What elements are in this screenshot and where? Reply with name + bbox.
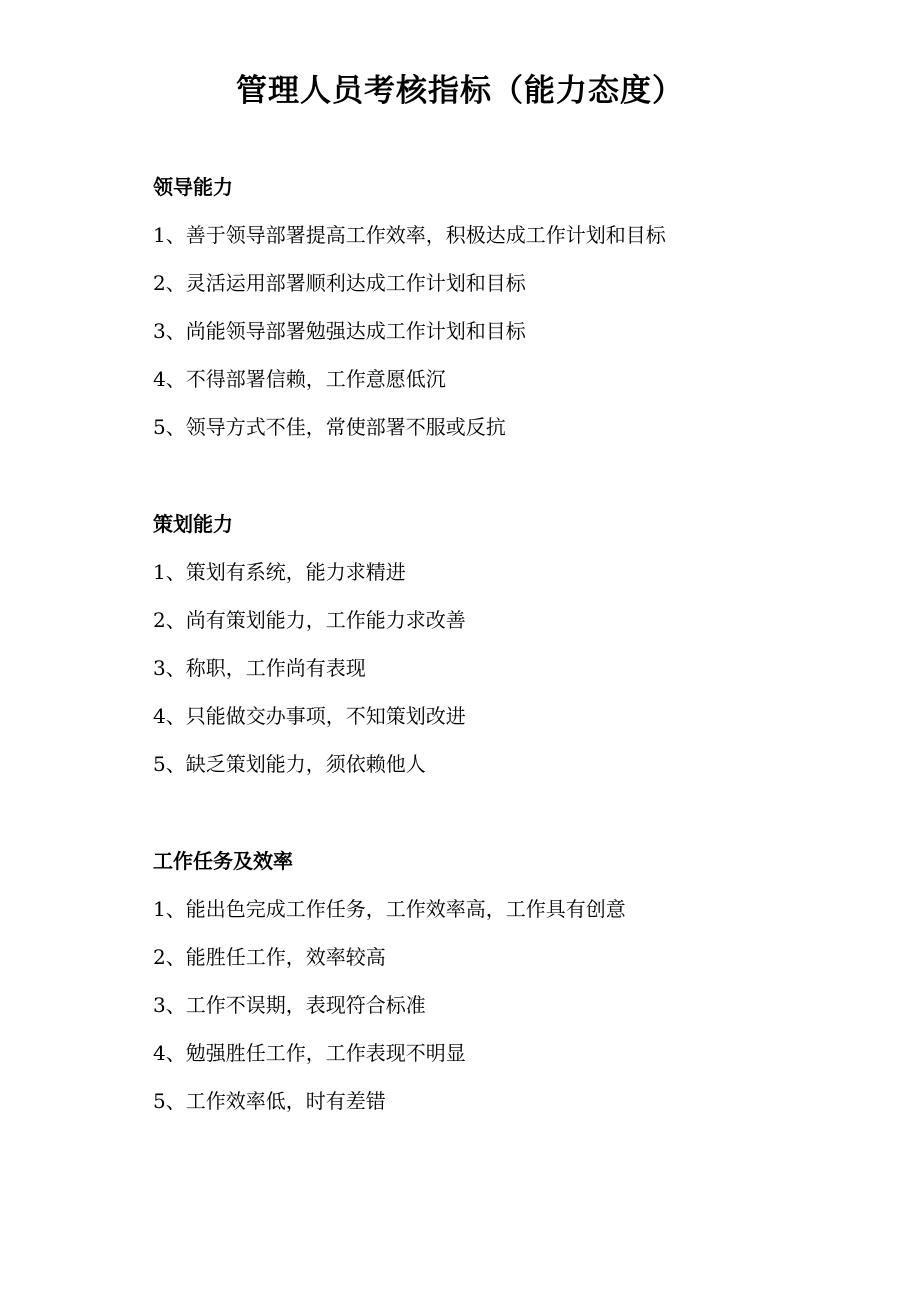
document-title: 管理人员考核指标（能力态度） [236, 73, 684, 109]
list-item: 2、尚有策划能力，工作能力求改善 [153, 608, 466, 632]
list-item: 2、灵活运用部署顺利达成工作计划和目标 [153, 271, 526, 295]
list-item: 4、只能做交办事项，不知策划改进 [153, 704, 466, 728]
list-item: 5、领导方式不佳，常使部署不服或反抗 [153, 415, 506, 439]
section-heading: 领导能力 [153, 175, 233, 199]
section-work-efficiency [153, 837, 853, 1125]
list-item: 4、勉强胜任工作，工作表现不明显 [153, 1041, 466, 1065]
list-item: 4、不得部署信赖，工作意愿低沉 [153, 367, 446, 391]
list-item: 5、缺乏策划能力，须依赖他人 [153, 752, 426, 776]
section-heading: 工作任务及效率 [153, 849, 293, 873]
list-item: 2、能胜任工作，效率较高 [153, 945, 386, 969]
list-item: 5、工作效率低，时有差错 [153, 1089, 386, 1113]
section-planning [153, 500, 853, 788]
list-item: 1、善于领导部署提高工作效率，积极达成工作计划和目标 [153, 223, 666, 247]
list-item: 3、称职，工作尚有表现 [153, 656, 366, 680]
list-item: 1、能出色完成工作任务，工作效率高，工作具有创意 [153, 897, 626, 921]
section-heading: 策划能力 [153, 512, 233, 536]
list-item: 1、策划有系统，能力求精进 [153, 560, 406, 584]
list-item: 3、尚能领导部署勉强达成工作计划和目标 [153, 319, 526, 343]
list-item: 3、工作不误期，表现符合标准 [153, 993, 426, 1017]
section-leadership [153, 163, 853, 451]
